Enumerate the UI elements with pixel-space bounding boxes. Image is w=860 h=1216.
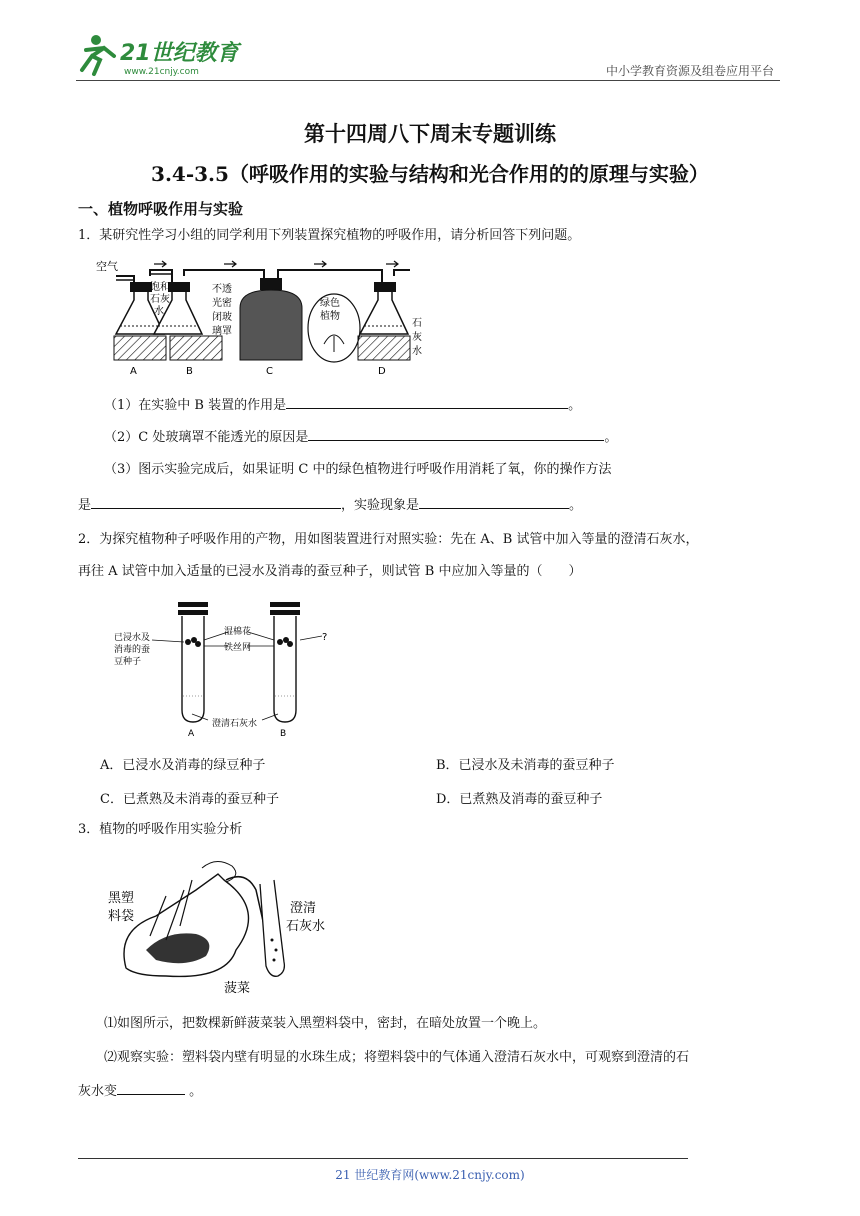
fig2-seed1: 已浸水及 (114, 633, 151, 643)
logo-url: www.21cnjy.com (124, 67, 199, 77)
footer-divider (78, 1158, 688, 1159)
fig1-label-d: D (378, 366, 386, 377)
q1-figure (94, 256, 434, 384)
q1-sub3: （3）图示实验完成后，如果证明 C 中的绿色植物进行呼吸作用消耗了氧，你的操作方法 (104, 462, 612, 477)
fig3-bag2: 料袋 (108, 909, 135, 924)
header-divider (76, 80, 780, 81)
fig2-lime: 澄清石灰水 (212, 719, 258, 729)
q2-stem-2: 再往 A 试管中加入适量的已浸水及消毒的蚕豆种子，则试管 B 中应加入等量的（ ） (78, 564, 582, 579)
answer-blank[interactable] (419, 494, 569, 509)
fig1-label-b: B (186, 366, 193, 377)
q1-sub2: （2）C 处玻璃罩不能透光的原因是 。 (104, 426, 617, 448)
q1-stem: 1．某研究性学习小组的同学利用下列装置探究植物的呼吸作用，请分析回答下列问题。 (78, 228, 581, 243)
fig1-lime3: 水 (412, 346, 422, 357)
answer-blank[interactable] (91, 494, 341, 509)
q3-para-3: 灰水变 。 (78, 1080, 202, 1102)
q2-option-d[interactable]: D．已煮熟及消毒的蚕豆种子 (436, 792, 603, 807)
section-heading: 一、植物呼吸作用与实验 (78, 200, 244, 218)
fig2-cotton: 湿棉花 (224, 627, 252, 637)
fig1-lime2: 灰 (412, 332, 422, 343)
q2-option-a[interactable]: A．已浸水及消毒的绿豆种子 (100, 758, 266, 773)
fig1-plant2: 植物 (320, 311, 340, 322)
fig1-lime1: 石 (412, 318, 422, 329)
fig2-label-b: B (280, 729, 287, 739)
fig3-lime1: 澄清 (290, 901, 317, 916)
q2-option-b[interactable]: B．已浸水及未消毒的蚕豆种子 (436, 758, 615, 773)
fig1-glass2: 光密 (212, 298, 232, 309)
fig2-seed3: 豆种子 (114, 657, 142, 667)
site-logo (74, 30, 244, 80)
fig2-seed2: 消毒的蚕 (114, 645, 151, 655)
answer-blank[interactable] (286, 394, 568, 409)
q3-para-2: ⑵观察实验：塑料袋内壁有明显的水珠生成；将塑料袋中的气体通入澄清石灰水中，可观察到澄清的石 (104, 1050, 690, 1065)
fig3-bag1: 黑塑 (108, 891, 135, 906)
runner-icon (82, 35, 114, 74)
q3-figure (106, 850, 356, 1004)
page-subtitle: 3.4-3.5（呼吸作用的实验与结构和光合作用的的原理与实验） (151, 162, 709, 186)
answer-blank[interactable] (117, 1080, 185, 1095)
fig2-label-a: A (188, 729, 195, 739)
fig1-glass3: 闭玻 (212, 312, 232, 323)
fig1-air: 空气 (96, 260, 118, 273)
fig1-sat3: 水 (154, 306, 164, 317)
fig1-glass1: 不透 (212, 284, 232, 295)
fig1-label-c: C (266, 366, 273, 377)
fig1-sat1: 饱和 (150, 282, 170, 293)
fig1-sat2: 石灰 (150, 294, 170, 305)
fig1-glass4: 璃罩 (212, 326, 232, 337)
q1-sub3-line2: 是 ，实验现象是 。 (78, 494, 582, 516)
footer-text[interactable]: 21 世纪教育网(www.21cnjy.com) (335, 1168, 525, 1182)
fig2-question: ? (322, 632, 328, 643)
fig2-mesh: 铁丝网 (224, 643, 252, 653)
q1-sub1: （1）在实验中 B 装置的作用是 。 (104, 394, 581, 416)
q2-figure (112, 596, 342, 746)
q2-option-c[interactable]: C．已煮熟及未消毒的蚕豆种子 (100, 792, 279, 807)
q2-stem-1: 2．为探究植物种子呼吸作用的产物，用如图装置进行对照实验：先在 A、B 试管中加入等量的澄清石灰水， (78, 532, 699, 547)
page-title: 第十四周八下周末专题训练 (304, 121, 556, 146)
platform-label: 中小学教育资源及组卷应用平台 (605, 64, 774, 78)
fig1-label-a: A (130, 366, 137, 377)
fig3-lime2: 石灰水 (286, 919, 326, 934)
q3-para-1: ⑴如图所示，把数棵新鲜菠菜装入黑塑料袋中，密封，在暗处放置一个晚上。 (104, 1016, 547, 1031)
logo-text: 21世纪教育 (120, 41, 239, 66)
fig1-plant1: 绿色 (320, 298, 340, 309)
answer-blank[interactable] (308, 426, 604, 441)
q3-stem: 3．植物的呼吸作用实验分析 (78, 822, 243, 837)
fig3-spinach: 菠菜 (224, 981, 251, 996)
